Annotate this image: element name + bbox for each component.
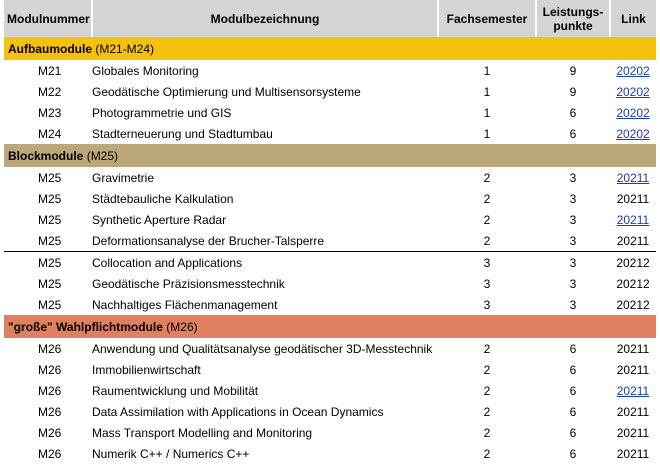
link-cell (610, 338, 656, 359)
fachsemester-value: 2 (483, 425, 491, 440)
fachsemester-value: 2 (483, 212, 491, 227)
fachsemester-value: 1 (483, 105, 491, 120)
leistungspunkte-value: 3 (569, 170, 577, 185)
fachsemester-value: 1 (483, 84, 491, 99)
leistungspunkte-value: 6 (569, 425, 577, 440)
fachsemester-value: 2 (483, 446, 491, 461)
module-name: Numerik C++ / Numerics C++ (92, 446, 250, 461)
fachsemester-value: 3 (483, 276, 491, 291)
table-row (4, 81, 656, 102)
header-lp-line2: punkte (553, 18, 593, 33)
module-code: 20211 (616, 341, 650, 356)
module-name: Stadterneuerung und Stadtumbau (92, 126, 273, 141)
section-title-range: (M26) (162, 319, 198, 334)
module-code: 20211 (616, 425, 650, 440)
table-row (4, 359, 656, 380)
section-title-range: (M25) (83, 148, 119, 163)
module-name: Nachhaltiges Flächenmanagement (92, 297, 278, 312)
section-header-row (4, 144, 656, 167)
module-number: M26 (38, 404, 62, 419)
module-name: Deformationsanalyse der Brucher-Talsperre (92, 233, 325, 248)
module-name: Globales Monitoring (92, 63, 199, 78)
table-row (4, 188, 656, 209)
module-name: Geodätische Optimierung und Multisensorsysteme (92, 84, 361, 99)
link-cell (610, 422, 656, 443)
leistungspunkte-value: 9 (569, 84, 577, 99)
fachsemester-value: 1 (483, 63, 491, 78)
leistungspunkte-value: 6 (569, 341, 577, 356)
table-row (4, 230, 656, 252)
module-number: M25 (38, 276, 62, 291)
section-title-range: (M21-M24) (92, 41, 155, 56)
fachsemester-value: 2 (483, 170, 491, 185)
module-number: M26 (38, 446, 62, 461)
fachsemester-value: 2 (483, 362, 491, 377)
module-table (4, 0, 656, 464)
leistungspunkte-value: 3 (569, 212, 577, 227)
leistungspunkte-value: 6 (569, 446, 577, 461)
leistungspunkte-value: 9 (569, 63, 577, 78)
link-cell (610, 123, 656, 144)
module-code: 20212 (616, 297, 650, 312)
module-number: M25 (38, 191, 62, 206)
table-row (4, 273, 656, 294)
module-link[interactable]: 20202 (616, 84, 650, 99)
module-name: Mass Transport Modelling and Monitoring (92, 425, 313, 440)
fachsemester-value: 2 (483, 191, 491, 206)
fachsemester-value: 1 (483, 126, 491, 141)
module-number: M26 (38, 425, 62, 440)
module-name: Immobilienwirtschaft (92, 362, 201, 377)
leistungspunkte-value: 6 (569, 126, 577, 141)
module-number: M25 (38, 233, 62, 248)
table-row (4, 380, 656, 401)
table-row (4, 209, 656, 230)
table-row (4, 123, 656, 144)
fachsemester-value: 2 (483, 233, 491, 248)
module-link[interactable]: 20211 (616, 170, 650, 185)
module-name: Collocation and Applications (92, 252, 438, 274)
table-row (4, 294, 656, 315)
module-name: Synthetic Aperture Radar (92, 212, 227, 227)
module-link[interactable]: 20202 (616, 63, 650, 78)
module-name: Gravimetrie (92, 170, 155, 185)
link-cell (610, 81, 656, 102)
module-number: M25 (38, 212, 62, 227)
module-number: M22 (38, 84, 62, 99)
table-row (4, 443, 656, 464)
module-code: 20211 (616, 404, 650, 419)
module-link[interactable]: 20211 (616, 383, 650, 398)
link-cell (610, 188, 656, 209)
leistungspunkte-value: 6 (569, 404, 577, 419)
table-row (4, 60, 656, 81)
link-cell (610, 252, 656, 274)
link-cell (610, 380, 656, 401)
table-row (4, 102, 656, 123)
fachsemester-value: 2 (483, 341, 491, 356)
header-modulbezeichnung: Modulbezeichnung (92, 0, 438, 37)
fachsemester-value: 2 (483, 404, 491, 419)
leistungspunkte-value: 6 (569, 383, 577, 398)
leistungspunkte-value: 3 (536, 252, 610, 274)
table-row (4, 252, 656, 274)
module-code: 20212 (616, 276, 650, 291)
link-cell (610, 443, 656, 464)
leistungspunkte-value: 6 (569, 362, 577, 377)
module-link[interactable]: 20202 (616, 126, 650, 141)
module-name: Geodätische Präzisionsmesstechnik (92, 276, 285, 291)
module-name: Anwendung und Qualitätsanalyse geodätischer 3D-Messtechnik (92, 341, 433, 356)
module-number: M25 (4, 252, 92, 274)
leistungspunkte-value: 3 (569, 276, 577, 291)
fachsemester-value: 2 (483, 383, 491, 398)
link-cell (610, 209, 656, 230)
table-header-row (4, 0, 656, 37)
leistungspunkte-value: 6 (569, 105, 577, 120)
module-name: Photogrammetrie und GIS (92, 105, 232, 120)
table-row (4, 167, 656, 188)
link-cell (610, 401, 656, 422)
module-number: M26 (38, 341, 62, 356)
header-link: Link (610, 0, 656, 37)
header-fachsemester: Fachsemester (438, 0, 536, 37)
link-cell (610, 60, 656, 81)
section-title-bold: Aufbaumodule (8, 41, 92, 56)
module-code: 20211 (616, 446, 650, 461)
module-link[interactable]: 20211 (616, 212, 650, 227)
module-number: M26 (38, 383, 62, 398)
module-code: 20211 (616, 191, 650, 206)
module-code: 20212 (616, 255, 650, 270)
section-title (4, 315, 656, 338)
header-modulnummer: Modulnummer (4, 0, 92, 37)
section-title (4, 37, 656, 60)
module-number: M21 (38, 63, 62, 78)
header-leistungspunkte (536, 0, 610, 37)
link-cell (610, 167, 656, 188)
section-title-bold: "große" Wahlpflichtmodule (8, 319, 163, 334)
module-link[interactable]: 20202 (616, 105, 650, 120)
section-header-row (4, 37, 656, 60)
link-cell (610, 294, 656, 315)
module-code: 20211 (616, 233, 650, 248)
link-cell (610, 230, 656, 252)
link-cell (610, 102, 656, 123)
module-number: M25 (38, 170, 62, 185)
section-title (4, 144, 656, 167)
fachsemester-value: 3 (483, 297, 491, 312)
module-number: M24 (38, 126, 62, 141)
link-cell (610, 359, 656, 380)
section-header-row (4, 315, 656, 338)
module-number: M26 (38, 362, 62, 377)
module-code: 20211 (616, 362, 650, 377)
module-number: M23 (38, 105, 62, 120)
module-name: Data Assimilation with Applications in Ocean Dynamics (92, 404, 384, 419)
leistungspunkte-value: 3 (569, 233, 577, 248)
link-cell (610, 273, 656, 294)
fachsemester-value: 3 (438, 252, 536, 274)
module-number: M25 (38, 297, 62, 312)
table-row (4, 338, 656, 359)
header-lp-line1: Leistungs- (542, 4, 604, 19)
section-title-bold: Blockmodule (8, 148, 84, 163)
leistungspunkte-value: 3 (569, 297, 577, 312)
table-row (4, 401, 656, 422)
table-row (4, 422, 656, 443)
module-name: Städtebauliche Kalkulation (92, 191, 234, 206)
table-body (4, 37, 656, 464)
leistungspunkte-value: 3 (569, 191, 577, 206)
module-name: Raumentwicklung und Mobilität (92, 383, 259, 398)
